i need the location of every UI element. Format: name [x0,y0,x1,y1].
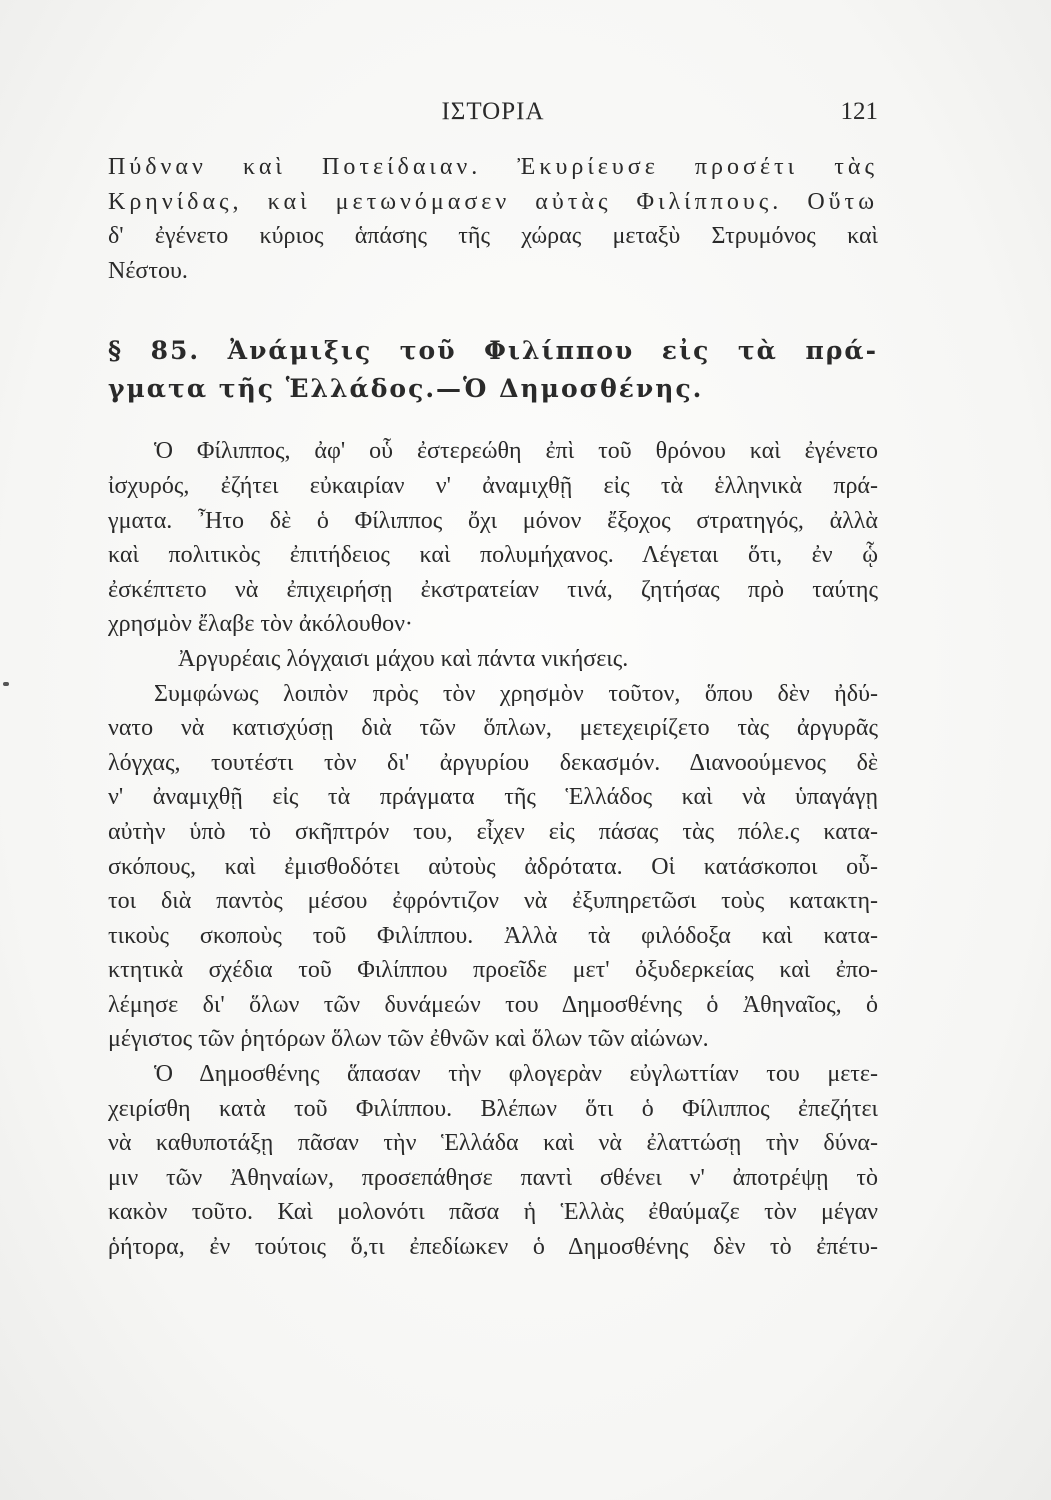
paragraph-1 [108,150,878,288]
spacer [108,410,878,434]
text-line: καὶ πολιτικὸς ἐπιτήδειος καὶ πολυμήχανος. Λέγεται ὅτι, ἐν ᾧ [108,542,878,569]
text-line: χειρίσθη κατὰ τοῦ Φιλίππου. Βλέπων ὅτι ὁ Φίλιππος ἐπεζήτει [108,1095,878,1122]
text-line: χρησμὸν ἔλαβε τὸν ἀκόλουθον· [108,611,413,638]
section-heading-line-2: γματα τῆς Ἑλλάδος.—Ὁ Δημοσθένης. [108,374,704,404]
section-heading-line-1: § 85. Ἀνάμιξις τοῦ Φιλίππου εἰς τὰ πρά- [108,336,878,366]
oracle-verse: Ἀργυρέαις λόγχαισι μάχου καὶ πάντα νικήσεις. [178,645,629,672]
text-line: κακὸν τοῦτο. Καὶ μολονότι πᾶσα ἡ Ἑλλὰς ἐθαύμαζε τὸν μέγαν [108,1199,878,1226]
text-line: Συμφώνως λοιπὸν πρὸς τὸν χρησμὸν τοῦτον, ὅπου δὲν ἠδύ- [154,680,878,707]
text-line: ἰσχυρός, ἐζήτει εὐκαιρίαν ν' ἀναμιχθῇ εἰς τὰ ἑλληνικὰ πρά- [108,472,878,499]
text-line: τοι διὰ παντὸς μέσου ἐφρόντιζον νὰ ἐξυπηρετῶσι τοὺς κατακτη- [108,888,878,915]
text-line: λόγχας, τουτέστι τὸν δι' ἀργυρίου δεκασμόν. Διανοούμενος δὲ [108,749,878,776]
text-line: Ὁ Φίλιππος, ἀφ' οὗ ἐστερεώθη ἐπὶ τοῦ θρόνου καὶ ἐγένετο [154,438,878,465]
text-line: νατο νὰ κατισχύσῃ διὰ τῶν ὅπλων, μετεχειρίζετο τὰς ἀργυρᾶς [108,715,878,742]
text-line: τικοὺς σκοποὺς τοῦ Φιλίππου. Ἀλλὰ τὰ φιλόδοξα καὶ κατα- [108,922,878,949]
text-body [108,150,878,1265]
running-title: ΙΣΤΟΡΙΑ [441,98,545,125]
running-header [108,98,878,132]
scan-speck [3,682,9,686]
text-line: γματα. Ἦτο δὲ ὁ Φίλιππος ὄχι μόνον ἔξοχος στρατηγός, ἀλλὰ [108,507,878,534]
paragraph-4 [108,1057,878,1265]
text-line: νὰ καθυποτάξῃ πᾶσαν τὴν Ἑλλάδα καὶ νὰ ἐλαττώσῃ τὴν δύνα- [108,1130,878,1157]
paragraph-3 [108,677,878,1058]
text-line: λέμησε δι' ὅλων τῶν δυνάμεών του Δημοσθένης ὁ Ἀθηναῖος, ὁ [108,991,878,1018]
text-line: ἐσκέπτετο νὰ ἐπιχειρήσῃ ἐκστρατείαν τινά, ζητήσας πρὸ ταύτης [108,576,878,603]
text-line: Κρηνίδας, καὶ μετωνόμασεν αὐτὰς Φιλίππους. Οὕτω [108,188,878,215]
text-line: Νέστου. [108,257,188,284]
text-line: ῥήτορα, ἐν τούτοις ὅ,τι ἐπεδίωκεν ὁ Δημοσθένης δὲν τὸ ἐπέτυ- [108,1234,878,1261]
spacer [108,288,878,334]
text-line: Πύδναν καὶ Ποτείδαιαν. Ἐκυρίευσε προσέτι τὰς [108,154,878,180]
paragraph-2 [108,434,878,642]
section-heading [108,334,878,410]
text-line: κτητικὰ σχέδια τοῦ Φιλίππου προεῖδε μετ' ὀξυδερκείας καὶ ἐπο- [108,957,878,984]
text-line: ν' ἀναμιχθῇ εἰς τὰ πράγματα τῆς Ἑλλάδος καὶ νὰ ὑπαγάγῃ [108,784,878,811]
text-line: μέγιστος τῶν ῥητόρων ὅλων τῶν ἐθνῶν καὶ ὅλων τῶν αἰώνων. [108,1026,709,1053]
text-line: Ὁ Δημοσθένης ἅπασαν τὴν φλογερὰν εὐγλωττίαν του μετε- [154,1061,878,1088]
text-line: μιν τῶν Ἀθηναίων, προσεπάθησε παντὶ σθένει ν' ἀποτρέψῃ τὸ [108,1164,878,1191]
page-number: 121 [840,98,878,125]
text-line: σκόπους, καὶ ἐμισθοδότει αὐτοὺς ἀδρότατα. Οἱ κατάσκοποι οὗ- [108,853,878,880]
text-line: αὐτὴν ὑπὸ τὸ σκῆπτρόν του, εἶχεν εἰς πάσας τὰς πόλε.ς κατα- [108,818,878,845]
text-line: δ' ἐγένετο κύριος ἁπάσης τῆς χώρας μεταξὺ Στρυμόνος καὶ [108,223,878,250]
